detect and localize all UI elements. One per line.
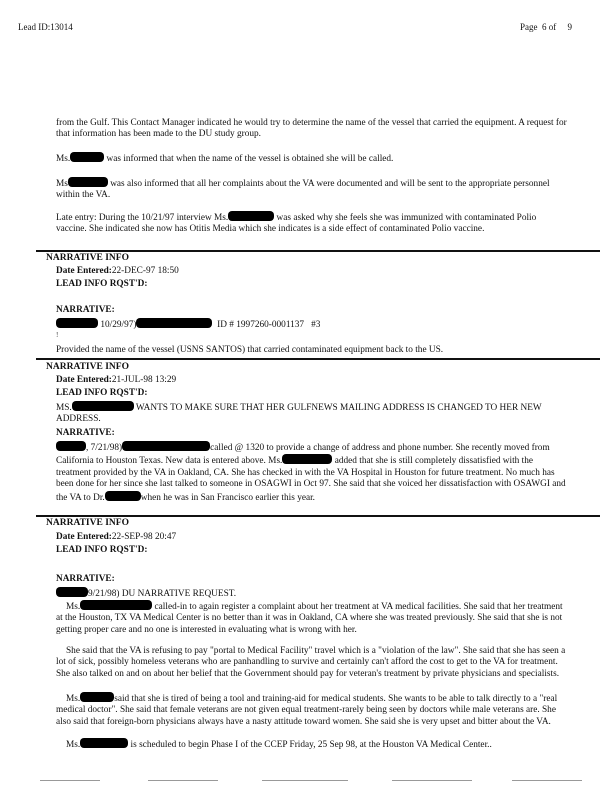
narrative-label: NARRATIVE: <box>56 305 115 315</box>
section-divider <box>36 250 600 252</box>
narrative-label: NARRATIVE: <box>56 574 115 584</box>
lead-id: Lead ID:13014 <box>18 22 73 32</box>
section-title: NARRATIVE INFO <box>46 518 129 528</box>
redaction <box>282 454 332 464</box>
footer-rule <box>262 780 348 781</box>
lead-info-label: LEAD INFO RQST'D: <box>56 388 148 398</box>
continuation-paragraph: from the Gulf. This Contact Manager indicated he would try to determine the name of the vessel that carried the equipment. A request for that information has been made to the DU study group. <box>56 118 567 140</box>
page-indicator: Page 6 of 9 <box>520 22 572 32</box>
date-entered: Date Entered:21-JUL-98 13:29 <box>56 375 177 385</box>
section-divider <box>36 515 600 517</box>
address-change-paragraph: , 7/21/98) called @ 1320 to provide a change of address and phone number. She recently moved from California to Houston Texas. New data is entered above. Ms. added that she is still completely dissatisfied with the treatment provided by the VA in Oakland, CA. She has checked in with the VA Hospital in Houston for future treatment. No much has been done for her since she last talked to someone in OSAGWI in Oct 97. She said that she voiced her dissatisfaction with OSAWGI and the VA to Dr. when he was in San Francisco earlier this year. <box>56 443 566 503</box>
redaction <box>72 401 134 411</box>
vessel-paragraph: Provided the name of the vessel (USNS SANTOS) that carried contaminated equipment back to the US. <box>56 345 444 355</box>
lead-info-label: LEAD INFO RQST'D: <box>56 545 148 555</box>
redaction <box>136 318 212 328</box>
called-paragraph: Ms. was informed that when the name of the vessel is obtained she will be called. <box>56 154 394 164</box>
late-entry-paragraph: Late entry: During the 10/21/97 interview Ms. was asked why she feels she was immunized with contaminated Polio vaccine. She indicated she now has Otitis Media which she indicates is a side effect of contaminated Polio vaccine. <box>56 213 537 235</box>
complaint-paragraph: Ms. called-in to again register a complaint about her treatment at VA medical facilities. She said that her treatment at the Houston, TX VA Medical Center is no better than it was in Oakland, CA where she was treated previously. She said that she is not getting proper care and no one is interested in evaluating what is wrong with her. <box>56 602 563 635</box>
lead-info-text: MS. WANTS TO MAKE SURE THAT HER GULFNEWS MAILING ADDRESS IS CHANGED TO HER NEW ADDRESS. <box>56 403 542 425</box>
footer-rule <box>392 780 472 781</box>
redaction <box>228 211 274 221</box>
redaction <box>105 491 141 501</box>
redaction <box>56 441 86 451</box>
redaction <box>80 692 114 702</box>
lead-info-label: LEAD INFO RQST'D: <box>56 279 148 289</box>
medical-students-paragraph: Ms. said that she is tired of being a tool and training-aid for medical students. She wants to be able to talk directly to a "real medical doctor". She said that female veterans are not given equal treatment-rarely being seen by doctors while male veterans are. She also said that foreign-born physicians always have a nasty attitude toward women. She said she is very upset and bitter about the VA. <box>56 694 558 727</box>
redaction <box>56 587 88 597</box>
complaints-paragraph: Ms was also informed that all her complaints about the VA were documented and will be sent to the appropriate personnel within the VA. <box>56 179 550 201</box>
travel-paragraph: She said that the VA is refusing to pay "portal to Medical Facility" travel which is a "violation of the law". She said that she has seen a lot of sick, possibly homeless veterans who are panhandling to survive and certainly can't afford the cost to get to the VA for treatment. She also talked on and on about her belief that the Government should pay for veteran's treatment by private physicians and specialists. <box>56 646 566 679</box>
date-entered: Date Entered:22-SEP-98 20:47 <box>56 532 177 542</box>
narrative-label: NARRATIVE: <box>56 428 115 438</box>
redaction <box>80 600 152 610</box>
redaction <box>68 177 108 187</box>
du-request-line: 9/21/98) DU NARRATIVE REQUEST. <box>56 587 236 599</box>
footer-rule <box>40 780 100 781</box>
section-divider <box>36 358 600 360</box>
ccep-paragraph: Ms. is scheduled to begin Phase I of the CCEP Friday, 25 Sep 98, at the Houston VA Medical Center.. <box>66 740 492 750</box>
section-title: NARRATIVE INFO <box>46 253 129 263</box>
redaction <box>70 152 104 162</box>
narrative-id-line: 10/29/97) ID # 1997260-0001137 #3 <box>56 318 320 330</box>
redaction <box>80 738 128 748</box>
footer-rule <box>148 780 218 781</box>
date-entered: Date Entered:22-DEC-97 18:50 <box>56 266 179 276</box>
footer-rule <box>512 780 582 781</box>
redaction <box>56 318 98 328</box>
redaction <box>122 441 210 451</box>
section-title: NARRATIVE INFO <box>46 362 129 372</box>
